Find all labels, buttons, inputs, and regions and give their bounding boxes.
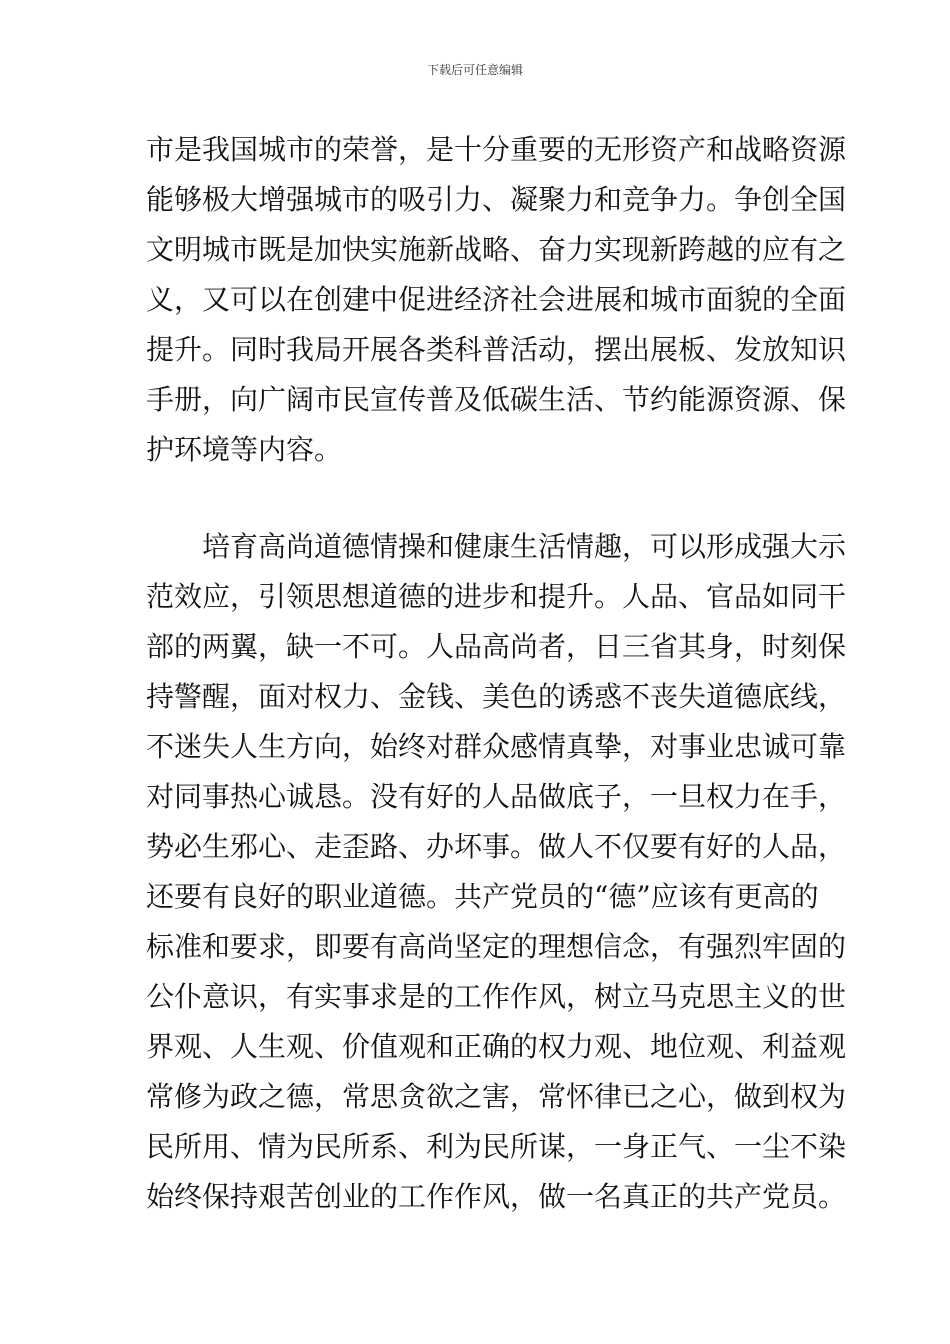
paragraph-line: 提升。同时我局开展各类科普活动，摆出展板、发放知识 [146, 333, 847, 366]
paragraph-line: 标准和要求，即要有高尚坚定的理想信念，有强烈牢固的 [146, 930, 847, 963]
paragraph-line: 不迷失人生方向，始终对群众感情真挚，对事业忠诚可靠 [146, 730, 847, 763]
paragraph-line: 手册，向广阔市民宣传普及低碳生活、节约能源资源、保 [146, 383, 847, 416]
paragraph-line: 势必生邪心、走歪路、办坏事。做人不仅要有好的人品， [146, 830, 847, 863]
paragraph-line: 持警醒，面对权力、金钱、美色的诱惑不丧失道德底线， [146, 680, 847, 713]
paragraph-line: 常修为政之德，常思贪欲之害，常怀律已之心，做到权为 [146, 1080, 847, 1113]
paragraph-line: 始终保持艰苦创业的工作作风，做一名真正的共产党员。 [146, 1180, 847, 1213]
paragraph-line: 市是我国城市的荣誉，是十分重要的无形资产和战略资源 [146, 133, 847, 166]
page-header-note: 下载后可任意编辑 [426, 63, 523, 77]
paragraph-line: 部的两翼，缺一不可。人品高尚者，日三省其身，时刻保 [146, 630, 847, 663]
paragraph-line: 对同事热心诚恳。没有好的人品做底子，一旦权力在手， [146, 780, 847, 813]
paragraph-line: 民所用、情为民所系、利为民所谋，一身正气、一尘不染 [146, 1130, 847, 1163]
paragraph-line: 培育高尚道德情操和健康生活情趣，可以形成强大示 [202, 530, 847, 563]
paragraph-line: 公仆意识，有实事求是的工作作风，树立马克思主义的世 [146, 980, 847, 1013]
paragraph-line: 义，又可以在创建中促进经济社会进展和城市面貌的全面 [146, 283, 847, 316]
paragraph-line: 范效应，引领思想道德的进步和提升。人品、官品如同干 [146, 580, 847, 613]
paragraph-line: 文明城市既是加快实施新战略、奋力实现新跨越的应有之 [146, 233, 847, 266]
paragraph-line: 能够极大增强城市的吸引力、凝聚力和竞争力。争创全国 [146, 183, 847, 216]
paragraph-line: 护环境等内容。 [146, 433, 343, 466]
paragraph-line: 还要有良好的职业道德。共产党员的“德”应该有更高的 [146, 880, 819, 913]
paragraph-line: 界观、人生观、价值观和正确的权力观、地位观、利益观 [146, 1030, 847, 1063]
